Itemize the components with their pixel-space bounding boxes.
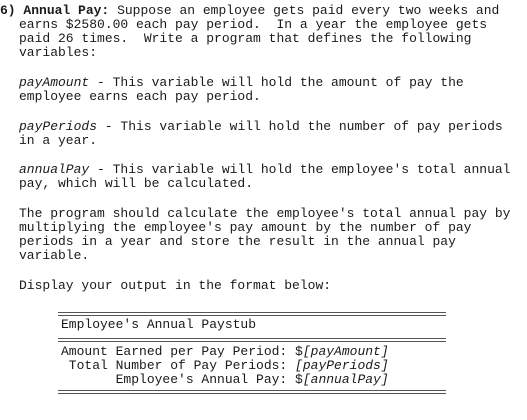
problem-intro-line-1	[0, 4, 499, 18]
display-instruction: Display your output in the format below:	[19, 278, 332, 293]
variable-name-payperiods: payPeriods	[19, 119, 98, 134]
paystub-placeholder-pay-amount: [payAmount]	[302, 344, 389, 359]
paystub-bottom-rule	[58, 390, 446, 394]
calc-text-3: periods in a year and store the result in the annual pay	[19, 234, 456, 249]
intro-text-3: paid 26 times. Write a program that defines the following	[19, 31, 472, 46]
variable-payamount-line-2: employee earns each pay period.	[19, 89, 261, 104]
paystub-top-rule	[58, 312, 446, 316]
paystub-heading: Employee's Annual Paystub	[61, 317, 257, 332]
paystub-placeholder-annual-pay: [annualPay]	[302, 372, 389, 387]
paystub-label-pay-periods: Total Number of Pay Periods:	[61, 358, 296, 373]
variable-payperiods-line-2: in a year.	[19, 133, 98, 148]
variable-desc-payperiods: - This variable will hold the number of pay periods	[97, 119, 503, 134]
paystub-label-pay-amount: Amount Earned per Pay Period: $	[61, 344, 303, 359]
variable-name-annualpay: annualPay	[19, 162, 90, 177]
paystub-row-annual-pay	[61, 373, 389, 387]
intro-text-4: variables:	[19, 45, 98, 60]
calc-text-4: variable.	[19, 248, 90, 263]
paystub-placeholder-pay-periods: [payPeriods]	[295, 358, 389, 373]
calc-text-2: multiplying the employee's pay amount by the number of pay	[19, 220, 472, 235]
variable-annualpay-line-2: pay, which will be calculated.	[19, 176, 254, 191]
calc-text-1: The program should calculate the employee's total annual pay by	[19, 206, 511, 221]
variable-desc-payamount: - This variable will hold the amount of pay the	[89, 75, 464, 90]
problem-number: 6)	[0, 3, 16, 18]
variable-payperiods-line-1	[19, 120, 503, 134]
variable-payamount-line-1	[19, 76, 464, 90]
variable-annualpay-line-1	[19, 163, 511, 177]
paystub-row-pay-periods	[61, 359, 389, 373]
intro-text-1: Suppose an employee gets paid every two weeks and	[117, 3, 500, 18]
paystub-label-annual-pay: Employee's Annual Pay: $	[61, 372, 303, 387]
problem-title: Annual Pay:	[23, 3, 110, 18]
paystub-row-pay-amount	[61, 345, 389, 359]
variable-name-payamount: payAmount	[19, 75, 90, 90]
paystub-middle-rule	[58, 338, 446, 342]
intro-text-2: earns $2580.00 each pay period. In a year the employee gets	[19, 17, 488, 32]
variable-desc-annualpay: - This variable will hold the employee's total annual	[89, 162, 511, 177]
